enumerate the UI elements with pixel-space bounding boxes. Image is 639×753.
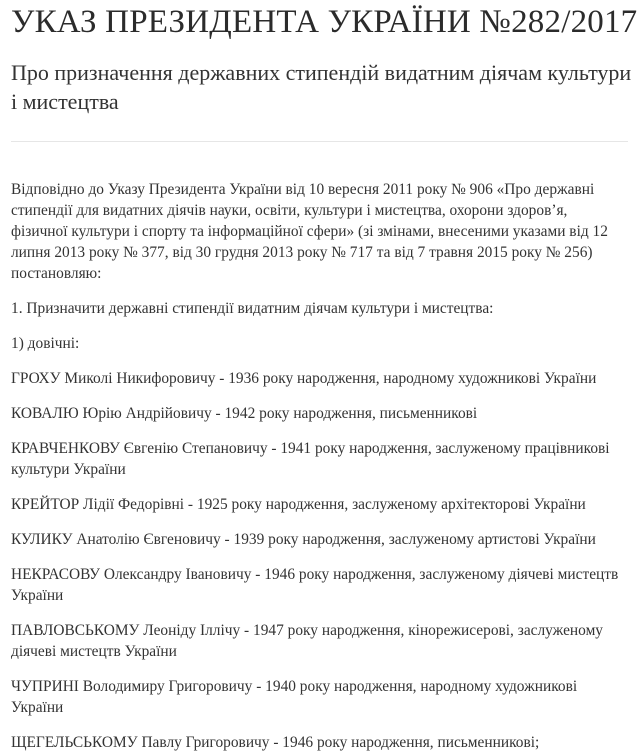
divider: [11, 141, 628, 142]
recipient-entry: ЧУПРИНІ Володимиру Григоровичу - 1940 року народження, народному художникові України: [11, 678, 578, 716]
decree-title: УКАЗ ПРЕЗИДЕНТА УКРАЇНИ №282/2017: [11, 4, 638, 40]
recipient-entry: ГРОХУ Миколі Никифоровичу - 1936 року народження, народному художникові України: [11, 370, 597, 387]
recipient-entry: КУЛИКУ Анатолію Євгеновичу - 1939 року народження, заслуженому артистові України: [11, 531, 596, 548]
recipient-entry: КОВАЛЮ Юрію Андрійовичу - 1942 року народження, письменникові: [11, 405, 478, 422]
recipient-entry: ПАВЛОВСЬКОМУ Леоніду Іллічу - 1947 року народження, кінорежисерові, заслуженому діячеві мистецтв України: [11, 622, 604, 660]
subclause-1: 1) довічні:: [11, 335, 80, 352]
clause-1: 1. Призначити державні стипендії видатним діячам культури і мистецтва:: [11, 300, 494, 317]
recipient-entry: КРАВЧЕНКОВУ Євгенію Степановичу - 1941 року народження, заслуженому працівникові культури України: [11, 440, 610, 478]
decree-body: [11, 179, 639, 753]
preamble-paragraph: Відповідно до Указу Президента України від 10 вересня 2011 року № 906 «Про державні стипендії для видатних діячів науки, освіти, культури і мистецтва, охорони здоров’я, фізичної культури і спорту та інформаційної сфери» (зі змінами, внесеними указами від 12 липня 2013 року № 377, від 30 грудня 2013 року № 717 та від 7 травня 2015 року № 256) постановляю:: [11, 181, 608, 282]
recipient-entry: НЕКРАСОВУ Олександру Івановичу - 1946 року народження, заслуженому діячеві мистецтв України: [11, 566, 619, 604]
recipient-entry: ЩЕГЕЛЬСЬКОМУ Павлу Григоровичу - 1946 року народження, письменникові;: [11, 734, 540, 751]
decree-subtitle: Про призначення державних стипендій видатним діячам культури і мистецтва: [11, 60, 632, 114]
recipient-entry: КРЕЙТОР Лідії Федорівні - 1925 року народження, заслуженому архітекторові України: [11, 496, 586, 513]
